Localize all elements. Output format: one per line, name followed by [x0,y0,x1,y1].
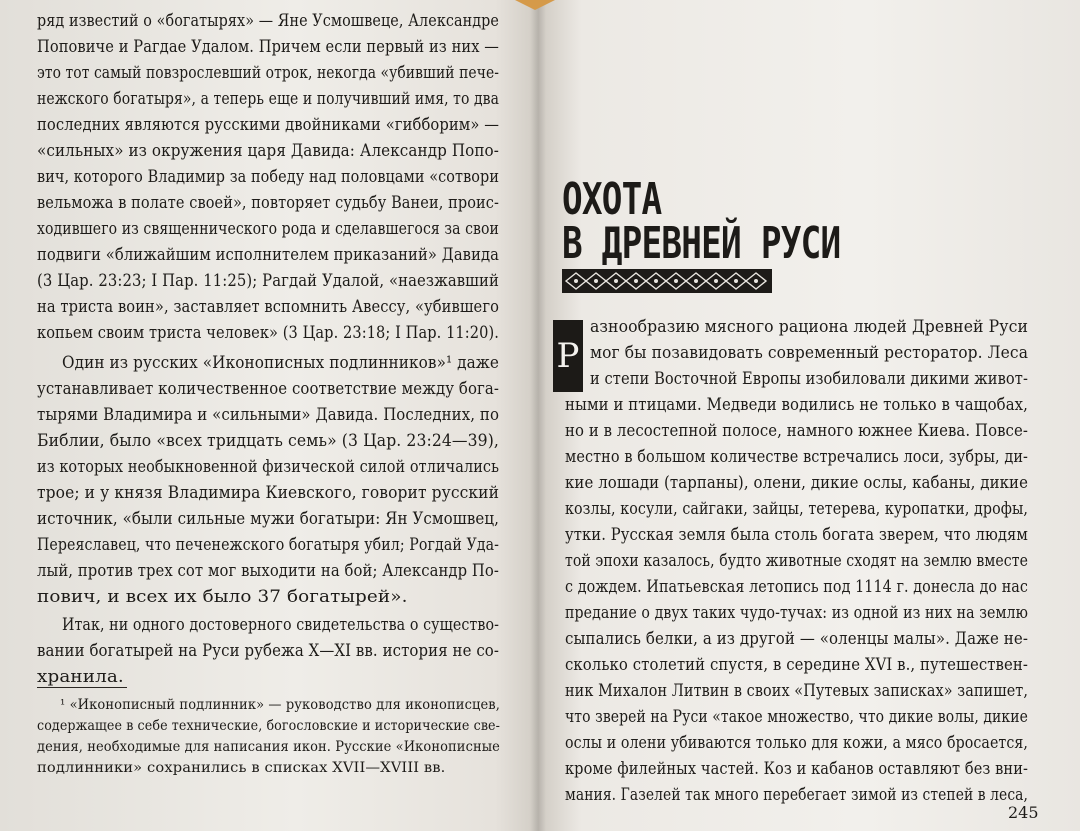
ornament-band [562,268,772,294]
heading-line-1: ОХОТА [562,174,662,225]
text-line: с дождем. Ипатьевская летопись под 1114 г. донесла до нас [565,577,1029,597]
text-line: вич, которого Владимир за победу над половцами «сотвори [37,167,500,187]
text-line: Переяславец, что печенежского богатыря убил; Рогдай Уда- [37,535,499,555]
text-line: хранила. [37,667,124,687]
text-line: ными и птицами. Медведи водились не только в чащобах, [565,395,1028,415]
text-line: ходившего из священнического рода и сделавшегося за свои [37,219,499,239]
text-line: мог бы позавидовать современный ресторатор. Леса [590,343,1029,363]
text-line: Поповиче и Рагдае Удалом. Причем если первый из них — [37,37,499,57]
text-line: предание о двух таких чудо-тучах: из одной из них на землю [565,603,1029,623]
text-line: мания. Газелей так много перебегает зимой из степей в леса, [565,785,1029,805]
text-line: «сильных» из окружения царя Давида: Александр Попо- [37,141,499,161]
footnote-line: дения, необходимые для написания икон. Русские «Иконописные [37,739,500,755]
text-line: нежского богатыря», а теперь еще и получивший имя, то два [37,89,500,109]
text-line: кие лошади (тарпаны), олени, дикие ослы, кабаны, дикие [565,473,1029,493]
left-page [0,0,538,831]
text-line: ослы и олени убиваются только для кожи, а мясо бросается, [565,733,1029,753]
text-line: сыпались белки, а из другой — «оленцы малы». Даже не- [565,629,1029,649]
footnote-line: ¹ «Иконописный подлинник» — руководство для иконописцев, [60,697,500,713]
text-line: что зверей на Руси «такое множество, что дикие волы, дикие [565,707,1028,727]
text-line: Итак, ни одного достоверного свидетельства о существо- [62,615,499,635]
page-number: 245 [1008,803,1039,822]
text-line: вании богатырей на Руси рубежа X—XI вв. история не со- [37,641,499,661]
heading-line-2: В ДРЕВНЕЙ РУСИ [562,218,841,269]
text-line: источник, «были сильные мужи богатыри: Ян Усмошвец, [37,509,500,529]
text-line: местно в большом количестве встречались лоси, зубры, ди- [565,447,1029,467]
text-line: вельможа в полате своей», повторяет судьбу Ванеи, проис- [37,193,499,213]
text-line: сколько столетий спустя, в середине XVI в., путешествен- [565,655,1028,675]
text-line: пович, и всех их было 37 богатырей». [37,587,408,607]
text-line: тырями Владимира и «сильными» Давида. Последних, по [37,405,500,425]
text-line: это тот самый повзрослевший отрок, некогда «убивший пече- [37,63,500,83]
text-line: подвиги «ближайшим исполнителем приказаний» Давида [37,245,500,265]
text-line: копьем своим триста человек» (3 Цар. 23:18; I Пар. 11:20). [37,323,499,343]
text-line: лый, против трех сот мог выходити на бой; Александр По- [37,561,499,581]
text-line: кроме филейных частей. Коз и кабанов оставляют без вни- [565,759,1029,779]
text-line: трое; и у князя Владимира Киевского, говорит русский [37,483,500,503]
text-line: азнообразию мясного рациона людей Древней Руси [590,317,1028,337]
text-line: и степи Восточной Европы изобиловали дикими живот- [590,369,1028,389]
text-line: последних являются русскими двойниками «гибборим» — [37,115,500,135]
text-line: Один из русских «Иконописных подлинников»¹ даже [62,353,500,373]
text-line: той эпохи казалось, будто животные сходят на землю вместе [565,551,1029,571]
chapter-heading [562,174,841,269]
text-line: устанавливает количественное соответствие между бога- [37,379,499,399]
text-line: утки. Русская земля была столь богата зверем, что людям [565,525,1028,545]
footnote-line: подлинники» сохранились в списках XVII—XVIII вв. [37,760,446,776]
text-line: на триста воин», заставляет вспомнить Авессу, «убившего [37,297,499,317]
text-line: Библии, было «всех тридцать семь» (3 Цар. 23:24—39), [37,431,499,451]
text-line: козлы, косули, сайгаки, зайцы, тетерева, куропатки, дрофы, [565,499,1029,519]
footnote-divider [37,687,127,688]
text-line: (3 Цар. 23:23; I Пар. 11:25); Рагдай Удалой, «наезжавший [37,271,500,291]
drop-cap: Р [553,320,583,392]
text-line: ник Михалон Литвин в своих «Путевых записках» запишет, [565,681,1029,701]
text-line: ряд известий о «богатырях» — Яне Усмошвеце, Александре [37,11,499,31]
footnote-line: содержащее в себе технические, богословские и исторические све- [37,718,501,734]
text-line: но и в лесостепной полосе, намного южнее Киева. Повсе- [565,421,1028,441]
text-line: из которых необыкновенной физической силой отличались [37,457,500,477]
